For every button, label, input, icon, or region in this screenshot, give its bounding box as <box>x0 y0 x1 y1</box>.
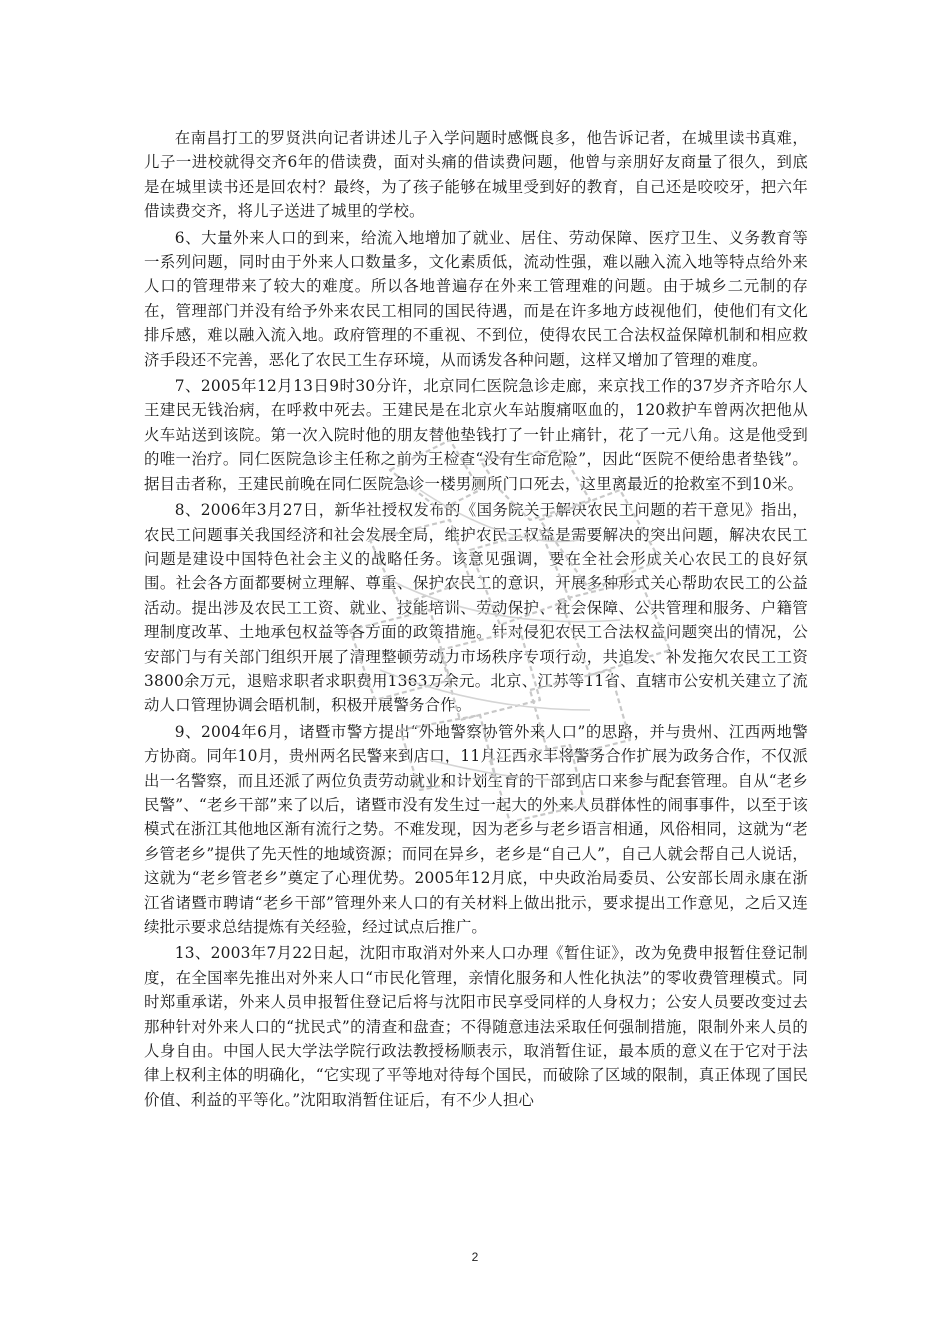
paragraph-item-6: 6、大量外来人口的到来，给流入地增加了就业、居住、劳动保障、医疗卫生、义务教育等一系列问题，同时由于外来人口数量多，文化素质低，流动性强，难以融入流入地等特点给外来人口的管理带来了较大的难度。所以各地普遍存在外来工管理难的问题。由于城乡二元制的存在，管理部门并没有给予外来农民工相同的国民待遇，而是在许多地方歧视他们，使他们有文化排斥感，难以融入流入地。政府管理的不重视、不到位，使得农民工合法权益保障机制和相应救济手段还不完善，恶化了农民工生存环境，从而诱发各种问题，这样又增加了管理的难度。 <box>144 228 808 369</box>
document-body <box>144 126 808 1114</box>
paragraph-item-8: 8、2006年3月27日，新华社授权发布的《国务院关于解决农民工问题的若干意见》指出，农民工问题事关我国经济和社会发展全局，维护农民工权益是需要解决的突出问题，解决农民工问题是建设中国特色社会主义的战略任务。该意见强调，要在全社会形成关心农民工的良好氛围。社会各方面都要树立理解、尊重、保护农民工的意识，开展多种形式关心帮助农民工的公益活动。提出涉及农民工工资、就业、技能培训、劳动保护、社会保障、公共管理和服务、户籍管理制度改革、土地承包权益等各方面的政策措施。针对侵犯农民工合法权益问题突出的情况，公安部门与有关部门组织开展了清理整顿劳动力市场秩序专项行动，共追发、补发拖欠农民工工资3800余万元，退赔求职者求职费用1363万余元。北京、江苏等11省、直辖市公安机关建立了流动人口管理协调会晤机制，积极开展警务合作。 <box>144 501 808 715</box>
page-number: 2 <box>471 1250 479 1264</box>
paragraph-item-9: 9、2004年6月，诸暨市警方提出“外地警察协管外来人口”的思路，并与贵州、江西两地警方协商。同年10月，贵州两名民警来到店口，11月江西永丰将警务合作扩展为政务合作，不仅派出一名警察，而且还派了两位负责劳动就业和计划生育的干部到店口来参与配套管理。自从“老乡民警”、“老乡干部”来了以后，诸暨市没有发生过一起大的外来人员群体性的闹事事件，以至于该模式在浙江其他地区渐有流行之势。不难发现，因为老乡与老乡语言相通，风俗相同，这就为“老乡管老乡”提供了先天性的地域资源；而同在异乡，老乡是“自己人”，自己人就会帮自己人说话，这就为“老乡管老乡”奠定了心理优势。2005年12月底，中央政治局委员、公安部长周永康在浙江省诸暨市聘请“老乡干部”管理外来人口的有关材料上做出批示，要求提出工作意见，之后又连续批示要求总结提炼有关经验，经过试点后推广。 <box>144 722 808 936</box>
paragraph-enrollment-story: 在南昌打工的罗贤洪向记者讲述儿子入学问题时感慨良多，他告诉记者，在城里读书真难，儿子一进校就得交齐6年的借读费，面对头痛的借读费问题，他曾与亲朋好友商量了很久，到底是在城里读书还是回农村？最终，为了孩子能够在城里受到好的教育，自己还是咬咬牙，把六年借读费交齐，将儿子送进了城里的学校。 <box>144 129 808 221</box>
paragraph-item-13: 13、2003年7月22日起，沈阳市取消对外来人口办理《暂住证》，改为免费申报暂住登记制度，在全国率先推出对外来人口“市民化管理，亲情化服务和人性化执法”的零收费管理模式。同时郑重承诺，外来人员申报暂住登记后将与沈阳市民享受同样的人身权力；公安人员要改变过去那种针对外来人口的“扰民式”的清查和盘查；不得随意违法采取任何强制措施，限制外来人员的人身自由。中国人民大学法学院行政法教授杨顺表示，取消暂住证，最本质的意义在于它对于法律上权利主体的明确化，“它实现了平等地对待每个国民，而破除了区域的限制，真正体现了国民价值、利益的平等化。”沈阳取消暂住证后，有不少人担心 <box>144 944 808 1109</box>
paragraph-item-7: 7、2005年12月13日9时30分许，北京同仁医院急诊走廊，来京找工作的37岁齐齐哈尔人王建民无钱治病，在呼救中死去。王建民是在北京火车站腹痛呕血的，120救护车曾两次把他从火车站送到该院。第一次入院时他的朋友替他垫钱打了一针止痛针，花了一元八角。这是他受到的唯一治疗。同仁医院急诊主任称之前为王检查“没有生命危险”，因此“医院不便给患者垫钱”。据目击者称，王建民前晚在同仁医院急诊一楼男厕所门口死去，这里离最近的抢救室不到10米。 <box>144 377 808 493</box>
